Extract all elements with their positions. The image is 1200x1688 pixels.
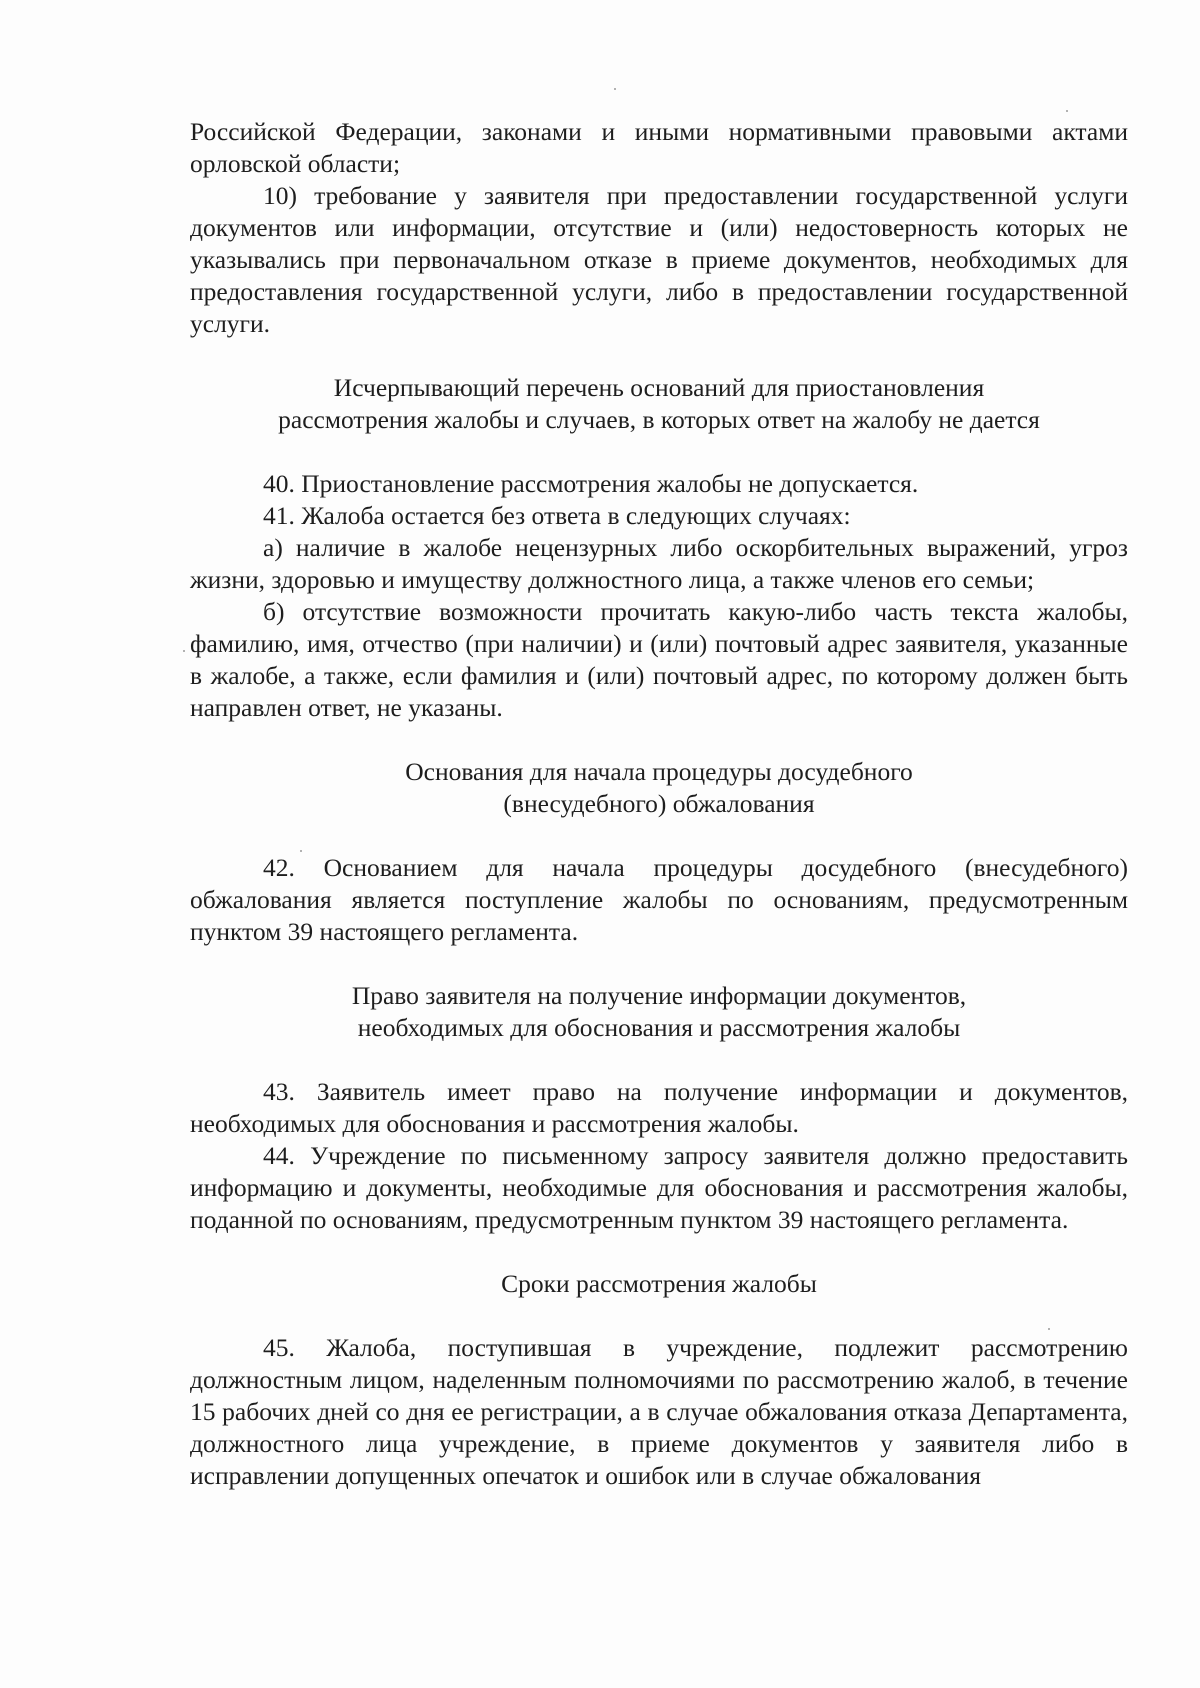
heading-line: (внесудебного) обжалования: [503, 789, 815, 818]
document-body: [190, 116, 1128, 1492]
paragraph-item-10: 10) требование у заявителя при предоставлении государственной услуги документов или информации, отсутствие и (или) недостоверность которых не указывались при первоначальном отказе в приеме документов, необходимых для предоставления государственной услуги, либо в предоставлении государственной услуги.: [190, 181, 1128, 338]
heading-line: рассмотрения жалобы и случаев, в которых ответ на жалобу не дается: [278, 405, 1040, 434]
section-heading-suspension: [190, 372, 1128, 436]
heading-line: Исчерпывающий перечень оснований для приостановления: [333, 373, 985, 402]
paragraph-41-b: б) отсутствие возможности прочитать какую-либо часть текста жалобы, фамилию, имя, отчество (при наличии) и (или) почтовый адрес заявителя, указанные в жалобе, а также, если фамилия и (или) почтовый адрес, по которому должен быть направлен ответ, не указаны.: [190, 597, 1128, 722]
scan-speck: [300, 850, 302, 852]
spacer: [190, 724, 1128, 756]
scan-speck: [614, 88, 616, 90]
section-heading-terms: [190, 1268, 1128, 1300]
heading-line: необходимых для обоснования и рассмотрения жалобы: [357, 1013, 961, 1042]
paragraph-41-a: а) наличие в жалобе нецензурных либо оскорбительных выражений, угроз жизни, здоровью и имуществу должностного лица, а также членов его семьи;: [190, 533, 1128, 594]
paragraph-42: 42. Основанием для начала процедуры досудебного (внесудебного) обжалования является поступление жалобы по основаниям, предусмотренным пунктом 39 настоящего регламента.: [190, 853, 1128, 946]
scan-speck: [1048, 1328, 1050, 1330]
paragraph-43: 43. Заявитель имеет право на получение информации и документов, необходимых для обоснования и рассмотрения жалобы.: [190, 1077, 1128, 1138]
spacer: [190, 340, 1128, 372]
paragraph-45: 45. Жалоба, поступившая в учреждение, подлежит рассмотрению должностным лицом, наделенным полномочиями по рассмотрению жалоб, в течение 15 рабочих дней со дня ее регистрации, а в случае обжалования отказа Департамента, должностного лица учреждение, в приеме документов у заявителя либо в исправлении допущенных опечаток и ошибок или в случае обжалования: [190, 1333, 1128, 1490]
spacer: [190, 820, 1128, 852]
paragraph-continuation: Российской Федерации, законами и иными нормативными правовыми актами орловской области;: [190, 117, 1128, 178]
paragraph-40: 40. Приостановление рассмотрения жалобы не допускается.: [263, 469, 919, 498]
heading-line: Сроки рассмотрения жалобы: [501, 1269, 817, 1298]
paragraph-41: 41. Жалоба остается без ответа в следующих случаях:: [263, 501, 851, 530]
section-heading-right-to-info: [190, 980, 1128, 1044]
spacer: [190, 1236, 1128, 1268]
heading-line: Основания для начала процедуры досудебного: [405, 757, 913, 786]
scan-speck: [183, 650, 185, 652]
heading-line: Право заявителя на получение информации документов,: [351, 981, 967, 1010]
spacer: [190, 1300, 1128, 1332]
scan-speck: [1066, 110, 1068, 112]
spacer: [190, 1044, 1128, 1076]
spacer: [190, 436, 1128, 468]
section-heading-grounds: [190, 756, 1128, 820]
spacer: [190, 948, 1128, 980]
paragraph-44: 44. Учреждение по письменному запросу заявителя должно предоставить информацию и документы, необходимые для обоснования и рассмотрения жалобы, поданной по основаниям, предусмотренным пунктом 39 настоящего регламента.: [190, 1141, 1128, 1234]
